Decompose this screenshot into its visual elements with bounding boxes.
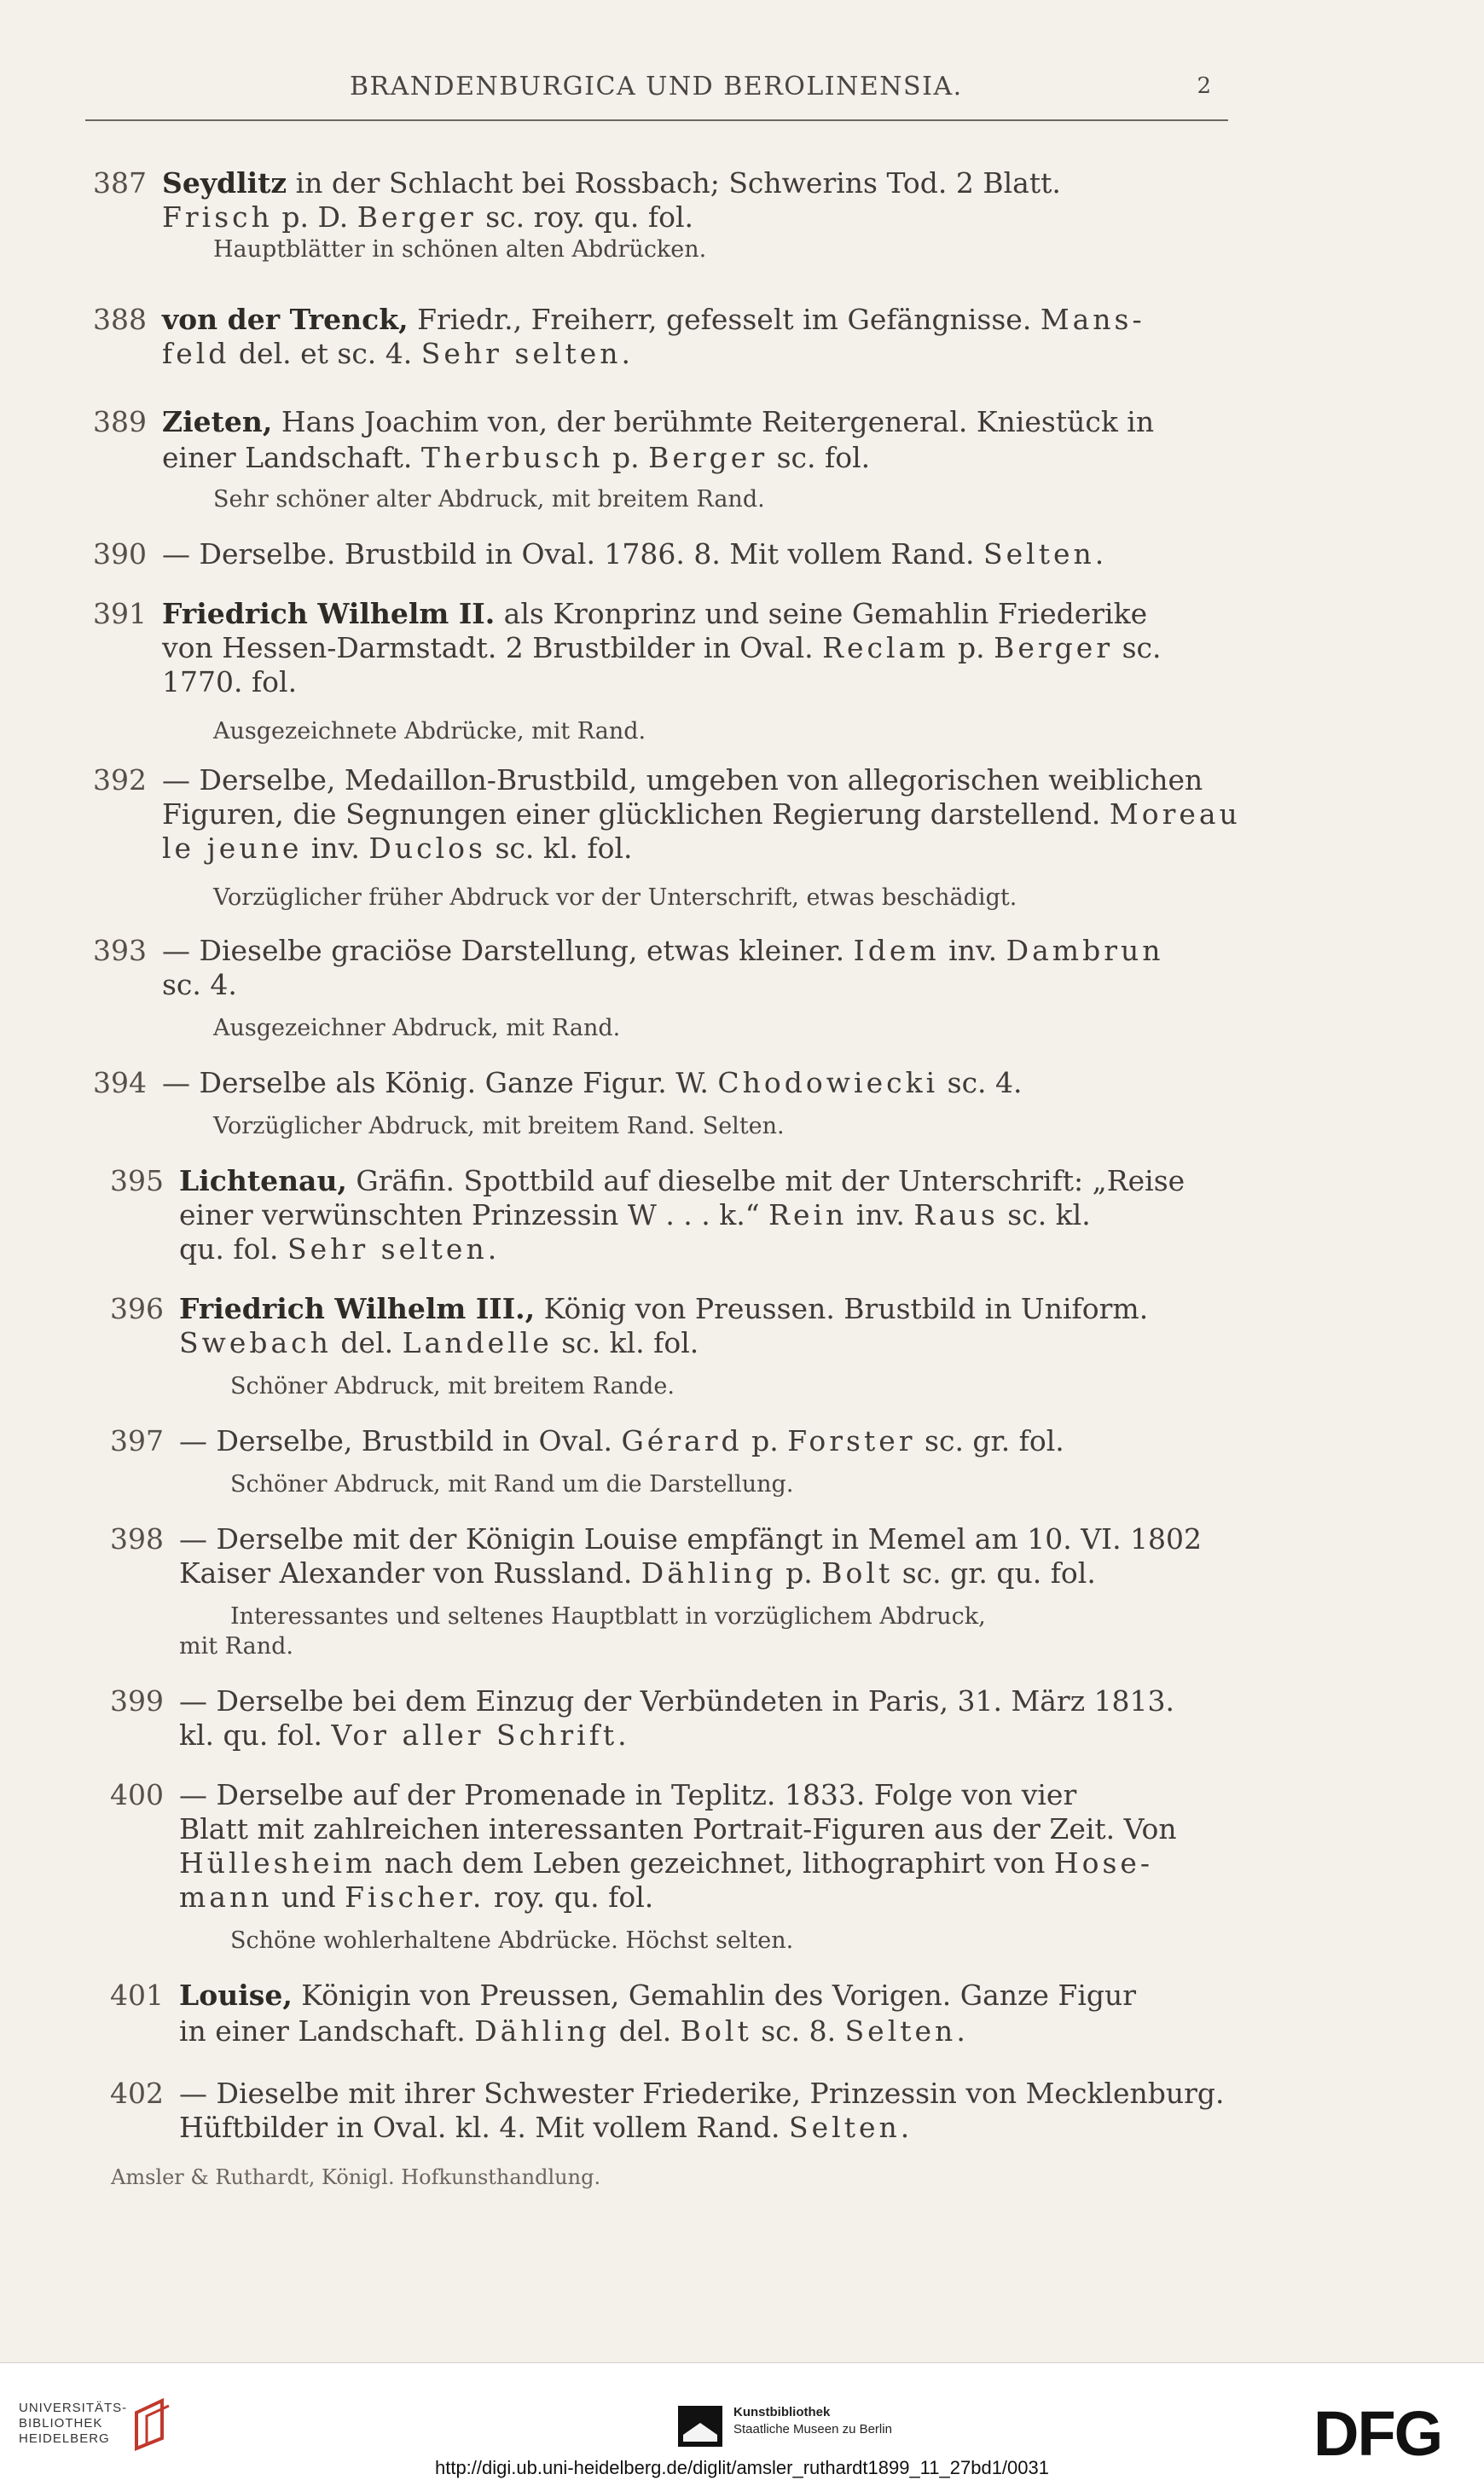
entry-line bbox=[162, 763, 1203, 797]
entry-subject-name: Louise, bbox=[179, 1979, 293, 2012]
entry-number: 399 bbox=[110, 1684, 164, 1718]
entry-text: sc. bbox=[1113, 631, 1162, 664]
university-library-logo-icon bbox=[128, 2396, 179, 2455]
entry-text: Rein bbox=[768, 1198, 848, 1231]
entry-number: 394 bbox=[93, 1066, 147, 1099]
entry-condition-note: mit Rand. bbox=[179, 1633, 293, 1660]
entry-condition-note: Schöner Abdruck, mit breitem Rande. bbox=[230, 1373, 675, 1399]
entry-text: Berger bbox=[994, 631, 1114, 664]
entry-number: 392 bbox=[93, 763, 147, 797]
entry-text: — Dieselbe mit ihrer Schwester Friederike, Prinzessin von Mecklenburg. bbox=[179, 2077, 1225, 2110]
entry-text: sc. 4. bbox=[938, 1066, 1023, 1099]
entry-text: feld bbox=[162, 337, 230, 370]
entry-text: inv. bbox=[939, 934, 1006, 967]
entry-number: 391 bbox=[93, 597, 147, 630]
entry-line bbox=[162, 303, 1145, 336]
entry-text: Idem bbox=[853, 934, 940, 967]
entry-text: sc. gr. qu. fol. bbox=[893, 1556, 1096, 1590]
source-url-link[interactable]: http://digi.ub.uni-heidelberg.de/diglit/amsler_ruthardt1899_11_27bd1/0031 bbox=[434, 2457, 1049, 2478]
entry-text: König von Preussen. Brustbild in Uniform. bbox=[535, 1292, 1149, 1325]
entry-line bbox=[162, 441, 870, 474]
digitization-footer bbox=[0, 2362, 1484, 2480]
page-number: 2 bbox=[1197, 73, 1211, 99]
entry-text: Berger bbox=[648, 441, 768, 474]
entry-text: le jeune bbox=[162, 831, 303, 865]
entry-text: Selten. bbox=[789, 2111, 913, 2144]
entry-text: Königin von Preussen, Gemahlin des Vorigen. Ganze Figur bbox=[292, 1979, 1137, 2012]
entry-text: Swebach bbox=[179, 1326, 332, 1359]
entry-line bbox=[179, 1718, 630, 1752]
entry-line bbox=[162, 337, 634, 370]
entry-line bbox=[162, 200, 693, 234]
entry-condition-note: Vorzüglicher früher Abdruck vor der Unterschrift, etwas beschädigt. bbox=[213, 884, 1017, 911]
entry-text: — Derselbe als König. Ganze Figur. W. bbox=[162, 1066, 718, 1099]
entry-number: 389 bbox=[93, 405, 147, 438]
entry-line bbox=[179, 1198, 1091, 1231]
entry-text: Gérard bbox=[621, 1424, 743, 1457]
publisher-line: Amsler & Ruthardt, Königl. Hofkunsthandlung. bbox=[111, 2165, 601, 2189]
entry-text: Mans- bbox=[1040, 303, 1145, 336]
entry-line bbox=[179, 1292, 1148, 1325]
entry-text: Selten. bbox=[983, 537, 1108, 571]
entry-subject-name: Seydlitz bbox=[162, 166, 287, 200]
entry-text: Sehr selten. bbox=[420, 337, 634, 370]
entry-line bbox=[179, 2014, 969, 2048]
entry-text: p. bbox=[603, 441, 649, 474]
entry-text: sc. gr. fol. bbox=[915, 1424, 1064, 1457]
entry-subject-name: Lichtenau, bbox=[179, 1164, 347, 1197]
entry-number: 387 bbox=[93, 166, 147, 200]
entry-text: — Derselbe, Medaillon-Brustbild, umgeben von allegorischen weiblichen bbox=[162, 763, 1203, 797]
entry-line bbox=[162, 166, 1061, 200]
entry-text: in einer Landschaft. bbox=[179, 2014, 475, 2048]
entry-text: kl. qu. fol. bbox=[179, 1718, 332, 1752]
entry-text: 1770. fol. bbox=[162, 665, 298, 698]
entry-text: nach dem Leben gezeichnet, lithographirt von bbox=[375, 1846, 1054, 1880]
entry-text: qu. fol. bbox=[179, 1232, 287, 1266]
entry-number: 388 bbox=[93, 303, 147, 336]
entry-text: — Dieselbe graciöse Darstellung, etwas kleiner. bbox=[162, 934, 854, 967]
entry-text: sc. 4. bbox=[162, 968, 237, 1001]
kunstbibliothek-logo-icon bbox=[678, 2406, 722, 2447]
entry-line bbox=[179, 1846, 1153, 1880]
entry-text: Kaiser Alexander von Russland. bbox=[179, 1556, 641, 1590]
kunstbibliothek-label: Kunstbibliothek Staatliche Museen zu Berlin bbox=[733, 2405, 892, 2437]
entry-line bbox=[179, 1556, 1096, 1590]
entry-line bbox=[162, 1066, 1023, 1099]
entry-text: Dambrun bbox=[1006, 934, 1164, 967]
entry-condition-note: Sehr schöner alter Abdruck, mit breitem Rand. bbox=[213, 486, 765, 513]
entry-line bbox=[179, 1812, 1177, 1846]
entry-number: 398 bbox=[110, 1522, 164, 1556]
entry-subject-name: von der Trenck, bbox=[162, 303, 409, 336]
entry-text: Hans Joachim von, der berühmte Reitergeneral. Kniestück in bbox=[272, 405, 1155, 438]
entry-condition-note: Hauptblätter in schönen alten Abdrücken. bbox=[213, 236, 707, 263]
entry-text: p. bbox=[776, 1556, 822, 1590]
entry-text: inv. bbox=[302, 831, 369, 865]
entry-text: sc. roy. qu. fol. bbox=[476, 200, 694, 234]
entry-text: Gräfin. Spottbild auf dieselbe mit der Unterschrift: „Reise bbox=[346, 1164, 1185, 1197]
dfg-logo: DFG bbox=[1313, 2398, 1442, 2469]
entry-line bbox=[162, 831, 633, 865]
entry-number: 401 bbox=[110, 1979, 164, 2012]
entry-text: Blatt mit zahlreichen interessanten Portrait-Figuren aus der Zeit. Von bbox=[179, 1812, 1177, 1846]
page-header bbox=[85, 67, 1228, 121]
entry-text: in der Schlacht bei Rossbach; Schwerins Tod. 2 Blatt. bbox=[287, 166, 1061, 200]
entry-text: sc. kl. bbox=[998, 1198, 1091, 1231]
entry-text: Forster bbox=[787, 1424, 916, 1457]
entry-text: und bbox=[272, 1880, 345, 1914]
entry-text: — Derselbe. Brustbild in Oval. 1786. 8. Mit vollem Rand. bbox=[162, 537, 984, 571]
entry-line bbox=[162, 934, 1164, 967]
entry-condition-note: Ausgezeichnete Abdrücke, mit Rand. bbox=[213, 718, 646, 745]
entry-text: sc. kl. fol. bbox=[485, 831, 633, 865]
entry-text: Selten. bbox=[844, 2014, 969, 2048]
university-library-logo-text: UNIVERSITÄTS- BIBLIOTHEK HEIDELBERG bbox=[19, 2401, 128, 2446]
entry-subject-name: Friedrich Wilhelm II. bbox=[162, 597, 496, 630]
entry-line bbox=[179, 1778, 1076, 1811]
entry-text: Raus bbox=[913, 1198, 999, 1231]
entry-line bbox=[179, 1164, 1185, 1197]
entry-text: del. et sc. 4. bbox=[229, 337, 421, 370]
entry-text: — Derselbe auf der Promenade in Teplitz. 1833. Folge von vier bbox=[179, 1778, 1077, 1811]
entry-text: Dähling bbox=[641, 1556, 777, 1590]
entry-number: 390 bbox=[93, 537, 147, 571]
entry-text: — Derselbe mit der Königin Louise empfängt in Memel am 10. VI. 1802 bbox=[179, 1522, 1203, 1556]
entry-number: 402 bbox=[110, 2077, 164, 2110]
entry-subject-name: Zieten, bbox=[162, 405, 273, 438]
entry-line bbox=[179, 1232, 500, 1266]
entry-subject-name: Friedrich Wilhelm III., bbox=[179, 1292, 536, 1325]
entry-text: Vor aller Schrift. bbox=[331, 1718, 630, 1752]
entry-condition-note: Interessantes und seltenes Hauptblatt in vorzüglichem Abdruck, bbox=[230, 1603, 986, 1630]
entry-text: inv. bbox=[847, 1198, 914, 1231]
entry-text: Frisch bbox=[162, 200, 273, 234]
entry-text: von Hessen-Darmstadt. 2 Brustbilder in Oval. bbox=[162, 631, 823, 664]
entry-text: Berger bbox=[357, 200, 477, 234]
entry-line bbox=[162, 537, 1107, 571]
entry-text: sc. fol. bbox=[768, 441, 871, 474]
entry-number: 393 bbox=[93, 934, 147, 967]
entry-condition-note: Schöner Abdruck, mit Rand um die Darstellung. bbox=[230, 1471, 794, 1498]
entry-text: del. bbox=[610, 2014, 681, 2048]
entry-text: Landelle bbox=[402, 1326, 553, 1359]
entry-text: Bolt bbox=[821, 1556, 894, 1590]
entry-condition-note: Vorzüglicher Abdruck, mit breitem Rand. Selten. bbox=[213, 1113, 785, 1139]
entry-line bbox=[162, 631, 1162, 664]
entry-text: Therbusch bbox=[420, 441, 604, 474]
entry-line bbox=[179, 1424, 1064, 1457]
entry-text: p. bbox=[948, 631, 994, 664]
entry-line bbox=[179, 1522, 1202, 1556]
entry-text: Duclos bbox=[368, 831, 486, 865]
entry-text: als Kronprinz und seine Gemahlin Friederike bbox=[495, 597, 1148, 630]
entry-text: einer verwünschten Prinzessin W . . . k.“ bbox=[179, 1198, 769, 1231]
entry-text: Chodowiecki bbox=[717, 1066, 939, 1099]
entry-text: Bolt bbox=[680, 2014, 752, 2048]
entry-line bbox=[179, 1979, 1136, 2012]
entry-line bbox=[179, 1326, 699, 1359]
entry-number: 400 bbox=[110, 1778, 164, 1811]
entry-text: roy. qu. fol. bbox=[484, 1880, 654, 1914]
entry-text: sc. 8. bbox=[751, 2014, 845, 2048]
entry-text: Moreau bbox=[1109, 797, 1241, 831]
entry-text: Hose- bbox=[1053, 1846, 1154, 1880]
entry-condition-note: Ausgezeichner Abdruck, mit Rand. bbox=[213, 1015, 621, 1041]
entry-text: Friedr., Freiherr, gefesselt im Gefängnisse. bbox=[408, 303, 1041, 336]
entry-text: — Derselbe bei dem Einzug der Verbündeten in Paris, 31. März 1813. bbox=[179, 1684, 1175, 1718]
entry-text: mann bbox=[179, 1880, 273, 1914]
entry-text: Sehr selten. bbox=[287, 1232, 501, 1266]
running-title: BRANDENBURGICA UND BEROLINENSIA. bbox=[350, 72, 963, 101]
entry-line bbox=[162, 405, 1154, 438]
entry-line bbox=[179, 1684, 1174, 1718]
entry-line bbox=[179, 2077, 1225, 2110]
entry-condition-note: Schöne wohlerhaltene Abdrücke. Höchst selten. bbox=[230, 1927, 794, 1954]
entry-line bbox=[179, 1880, 653, 1914]
entry-text: p. D. bbox=[272, 200, 357, 234]
entry-text: Hüllesheim bbox=[179, 1846, 376, 1880]
entry-text: Dähling bbox=[474, 2014, 611, 2048]
entry-number: 395 bbox=[110, 1164, 164, 1197]
entry-text: del. bbox=[331, 1326, 403, 1359]
entry-text: einer Landschaft. bbox=[162, 441, 421, 474]
entry-line bbox=[162, 797, 1241, 831]
entry-text: Reclam bbox=[822, 631, 949, 664]
entry-number: 397 bbox=[110, 1424, 164, 1457]
entry-line bbox=[162, 665, 297, 698]
entry-line bbox=[162, 597, 1147, 630]
entry-text: Hüftbilder in Oval. kl. 4. Mit vollem Rand. bbox=[179, 2111, 790, 2144]
entry-text: p. bbox=[742, 1424, 788, 1457]
entry-text: Figuren, die Segnungen einer glücklichen Regierung darstellend. bbox=[162, 797, 1110, 831]
entry-line bbox=[179, 2111, 913, 2144]
entry-number: 396 bbox=[110, 1292, 164, 1325]
entry-text: sc. kl. fol. bbox=[552, 1326, 699, 1359]
entry-text: Fischer. bbox=[345, 1880, 485, 1914]
entry-text: — Derselbe, Brustbild in Oval. bbox=[179, 1424, 622, 1457]
entry-line bbox=[162, 968, 237, 1001]
